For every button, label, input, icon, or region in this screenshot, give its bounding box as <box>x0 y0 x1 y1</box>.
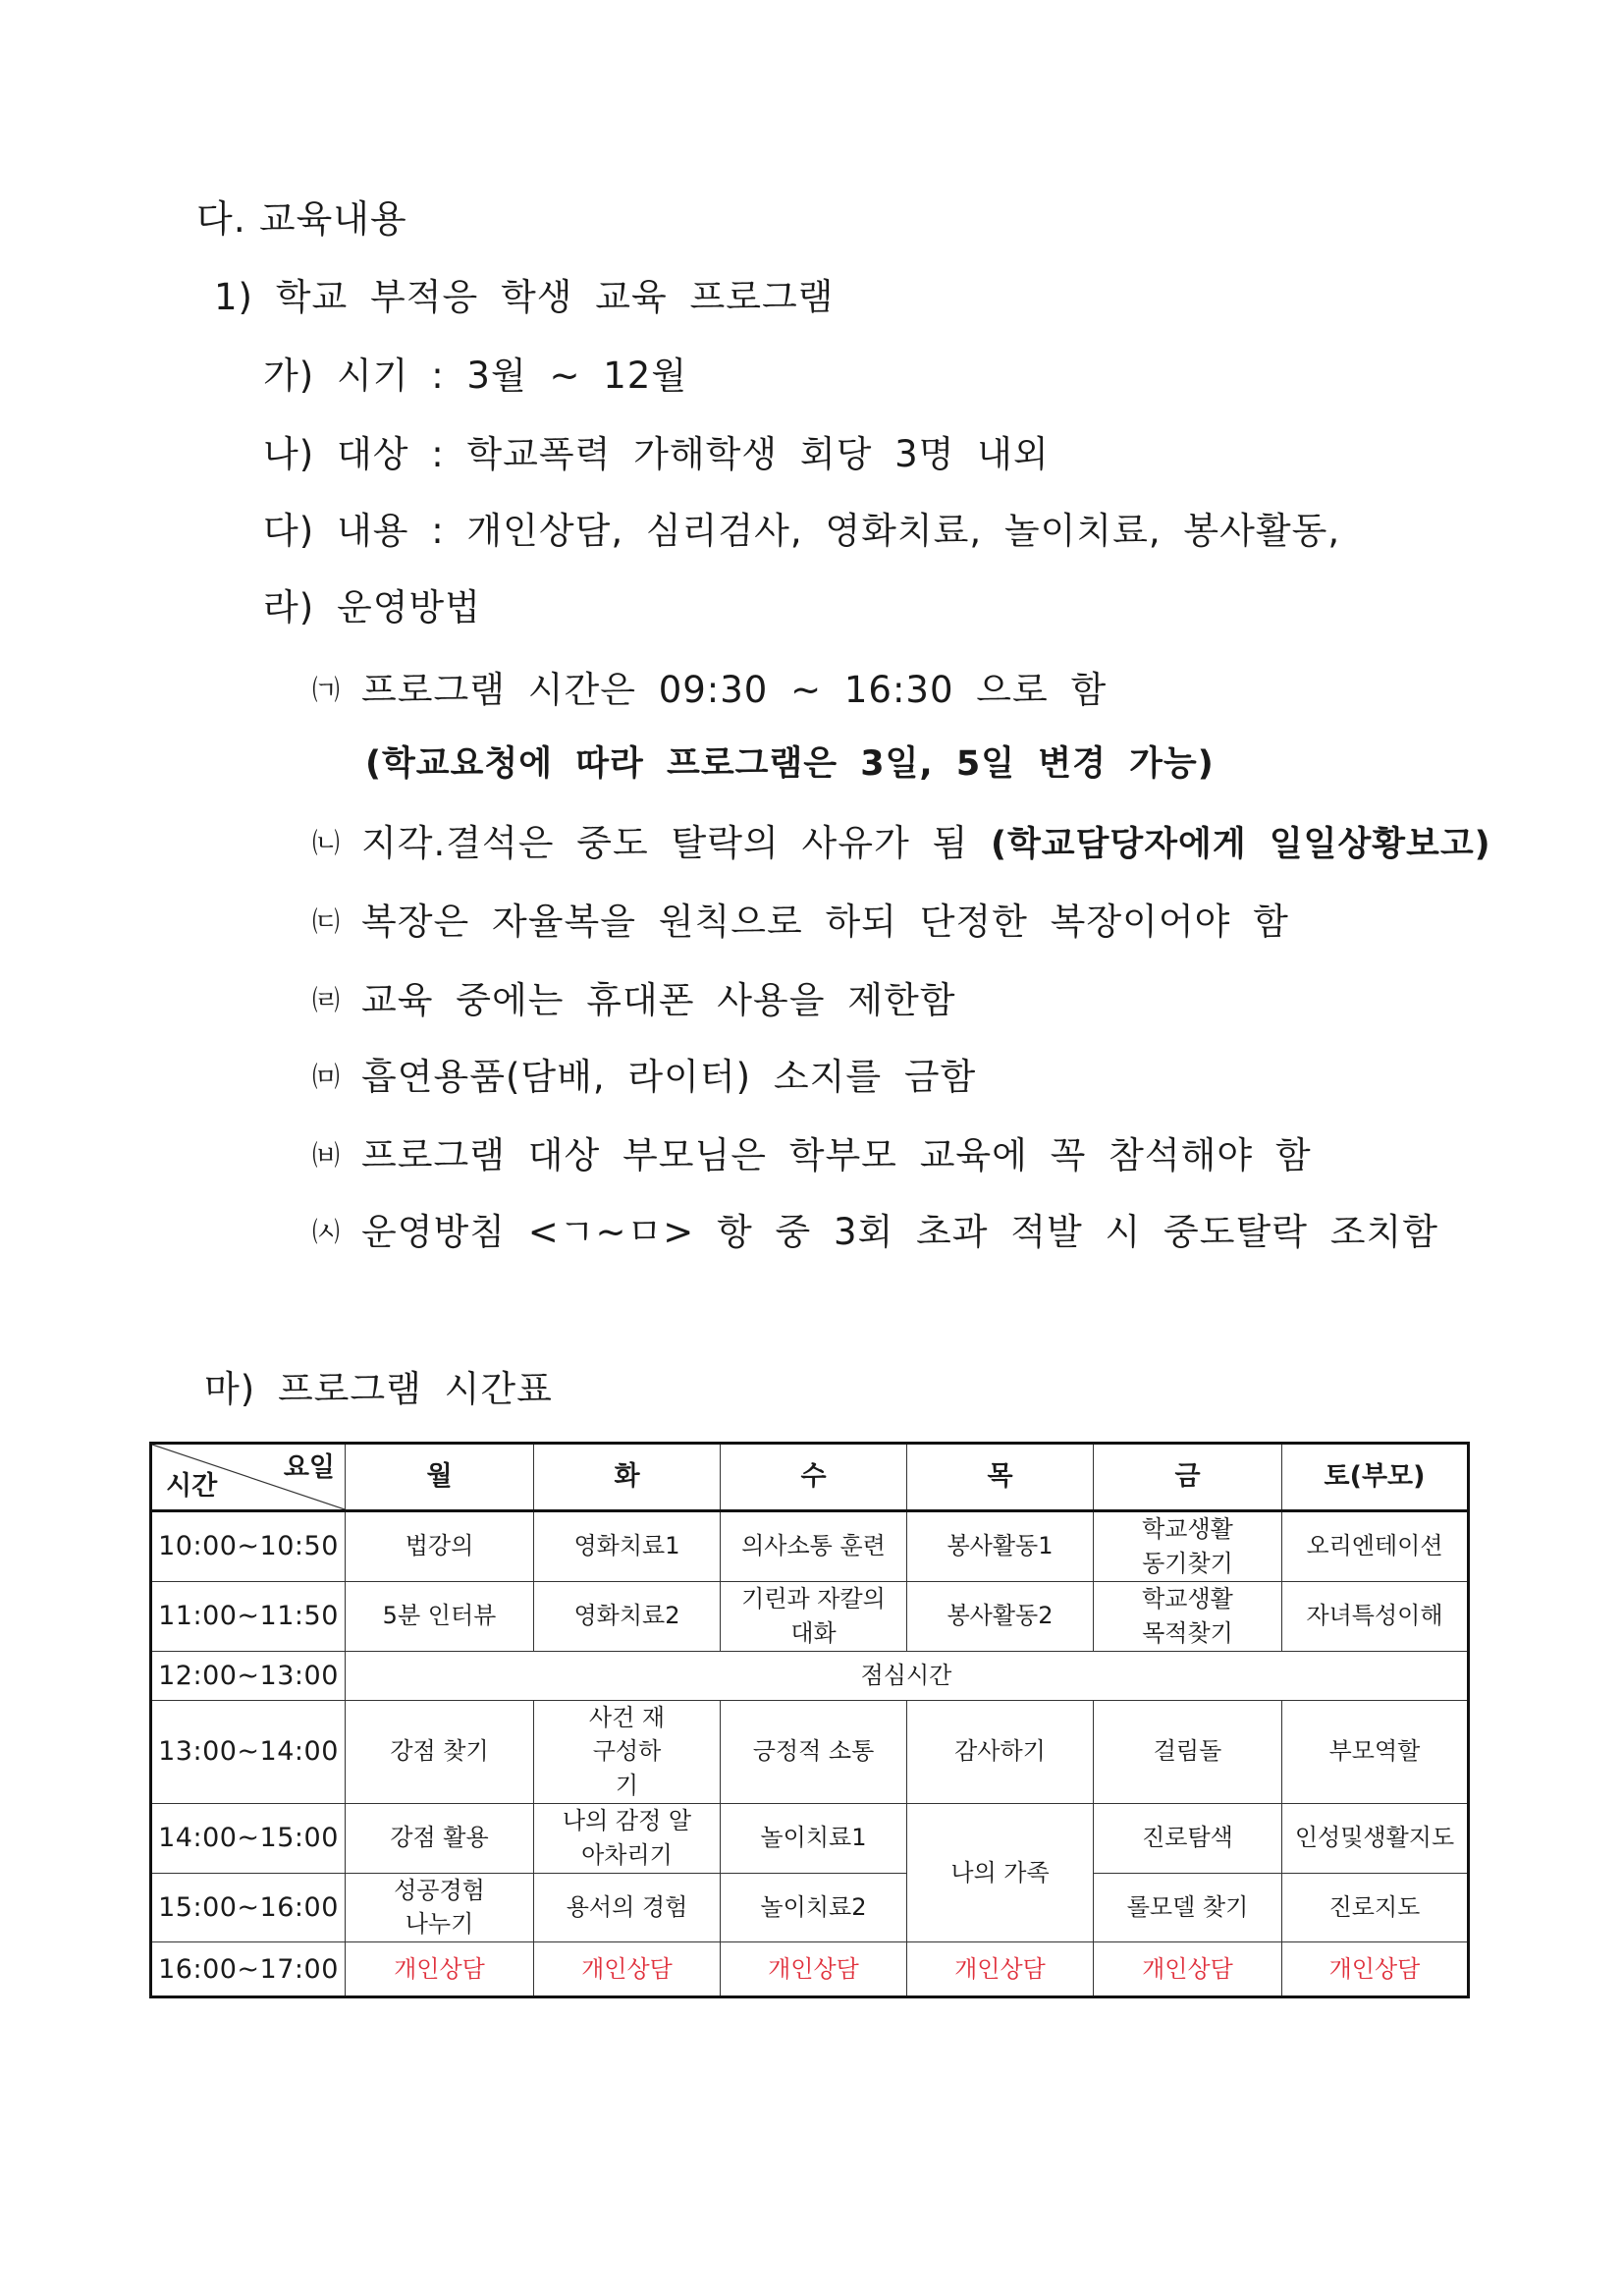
rule-mark: ㈀ <box>312 674 342 706</box>
rule-2: ㈁ 지각.결석은 중도 탈락의 사유가 됨 (학교담당자에게 일일상황보고) <box>312 822 1491 864</box>
day-header: 금 <box>1094 1444 1282 1511</box>
session-cell: 자녀특성이해 <box>1282 1581 1469 1651</box>
day-header: 월 <box>346 1444 534 1511</box>
schedule-row <box>151 1803 1469 1873</box>
time-cell: 11:00~11:50 <box>151 1581 346 1651</box>
counseling-cell: 개인상담 <box>1282 1942 1469 1997</box>
counseling-cell: 개인상담 <box>1094 1942 1282 1997</box>
lunch-cell: 점심시간 <box>346 1651 1469 1700</box>
rule-mark: ㈄ <box>312 1061 342 1093</box>
rule-5: ㈄ 흡연용품(담배, 라이터) 소지를 금함 <box>312 1056 977 1098</box>
session-cell: 의사소통 훈련 <box>721 1511 907 1582</box>
session-cell: 진로탐색 <box>1094 1803 1282 1873</box>
session-cell: 강점 활용 <box>346 1803 534 1873</box>
session-cell: 진로지도 <box>1282 1873 1469 1942</box>
session-cell: 영화치료2 <box>534 1581 721 1651</box>
session-cell: 놀이치료2 <box>721 1873 907 1942</box>
session-cell: 성공경험 나누기 <box>346 1873 534 1942</box>
time-cell: 16:00~17:00 <box>151 1942 346 1997</box>
time-cell: 13:00~14:00 <box>151 1700 346 1803</box>
rule-1-note: (학교요청에 따라 프로그램은 3일, 5일 변경 가능) <box>365 744 1215 784</box>
rule-mark: ㈆ <box>312 1216 342 1248</box>
time-cell: 15:00~16:00 <box>151 1873 346 1942</box>
section-title: 다. 교육내용 <box>196 197 407 241</box>
rule-1: ㈀ 프로그램 시간은 09:30 ~ 16:30 으로 함 <box>312 669 1108 711</box>
session-cell: 나의 감정 알아차리기 <box>534 1803 721 1873</box>
schedule-row <box>151 1511 1469 1582</box>
rule-mark: ㈂ <box>312 905 342 938</box>
session-cell: 놀이치료1 <box>721 1803 907 1873</box>
session-cell: 나의 가족 <box>907 1803 1094 1941</box>
time-cell: 10:00~10:50 <box>151 1511 346 1582</box>
session-cell: 용서의 경험 <box>534 1873 721 1942</box>
counseling-cell: 개인상담 <box>721 1942 907 1997</box>
schedule-row <box>151 1873 1469 1942</box>
session-cell: 5분 인터뷰 <box>346 1581 534 1651</box>
counseling-cell: 개인상담 <box>907 1942 1094 1997</box>
header-corner <box>151 1444 346 1511</box>
schedule-row <box>151 1651 1469 1700</box>
session-cell: 부모역할 <box>1282 1700 1469 1803</box>
session-cell: 사건 재구성하기 <box>534 1700 721 1803</box>
session-cell: 법강의 <box>346 1511 534 1582</box>
subsection-title: 1) 학교 부적응 학생 교육 프로그램 <box>214 276 835 318</box>
rule-mark: ㈅ <box>312 1139 342 1172</box>
item-target: 나) 대상 : 학교폭력 가해학생 회당 3명 내외 <box>263 433 1050 475</box>
rule-6: ㈅ 프로그램 대상 부모님은 학부모 교육에 꼭 참석해야 함 <box>312 1134 1312 1176</box>
corner-time-label: 시간 <box>166 1470 218 1502</box>
session-cell: 롤모델 찾기 <box>1094 1873 1282 1942</box>
session-cell: 학교생활 동기찾기 <box>1094 1511 1282 1582</box>
item-period: 가) 시기 : 3월 ~ 12월 <box>263 355 688 397</box>
rule-4: ㈃ 교육 중에는 휴대폰 사용을 제한함 <box>312 979 956 1021</box>
corner-day-label: 요일 <box>283 1452 335 1483</box>
day-header: 토(부모) <box>1282 1444 1469 1511</box>
schedule-table <box>149 1442 1470 1998</box>
session-cell: 긍정적 소통 <box>721 1700 907 1803</box>
rule-3: ㈂ 복장은 자율복을 원칙으로 하되 단정한 복장이어야 함 <box>312 901 1289 943</box>
schedule-row <box>151 1581 1469 1651</box>
item-method: 라) 운영방법 <box>263 586 481 629</box>
schedule-title: 마) 프로그램 시간표 <box>204 1368 553 1410</box>
time-cell: 12:00~13:00 <box>151 1651 346 1700</box>
time-cell: 14:00~15:00 <box>151 1803 346 1873</box>
rule-2-note: (학교담당자에게 일일상황보고) <box>990 825 1491 864</box>
session-cell: 오리엔테이션 <box>1282 1511 1469 1582</box>
session-cell: 강점 찾기 <box>346 1700 534 1803</box>
rule-7: ㈆ 운영방침 <ㄱ~ㅁ> 항 중 3회 초과 적발 시 중도탈락 조치함 <box>312 1211 1438 1253</box>
counseling-cell: 개인상담 <box>534 1942 721 1997</box>
session-cell: 걸림돌 <box>1094 1700 1282 1803</box>
schedule-row <box>151 1700 1469 1803</box>
session-cell: 인성및생활지도 <box>1282 1803 1469 1873</box>
day-header: 화 <box>534 1444 721 1511</box>
day-header: 수 <box>721 1444 907 1511</box>
rule-mark: ㈃ <box>312 984 342 1016</box>
session-cell: 감사하기 <box>907 1700 1094 1803</box>
session-cell: 학교생활 목적찾기 <box>1094 1581 1282 1651</box>
rule-mark: ㈁ <box>312 827 342 859</box>
counseling-cell: 개인상담 <box>346 1942 534 1997</box>
session-cell: 봉사활동1 <box>907 1511 1094 1582</box>
session-cell: 봉사활동2 <box>907 1581 1094 1651</box>
session-cell: 기린과 자칼의 대화 <box>721 1581 907 1651</box>
session-cell: 영화치료1 <box>534 1511 721 1582</box>
day-header: 목 <box>907 1444 1094 1511</box>
schedule-row <box>151 1942 1469 1997</box>
item-content: 다) 내용 : 개인상담, 심리검사, 영화치료, 놀이치료, 봉사활동, <box>263 510 1341 552</box>
